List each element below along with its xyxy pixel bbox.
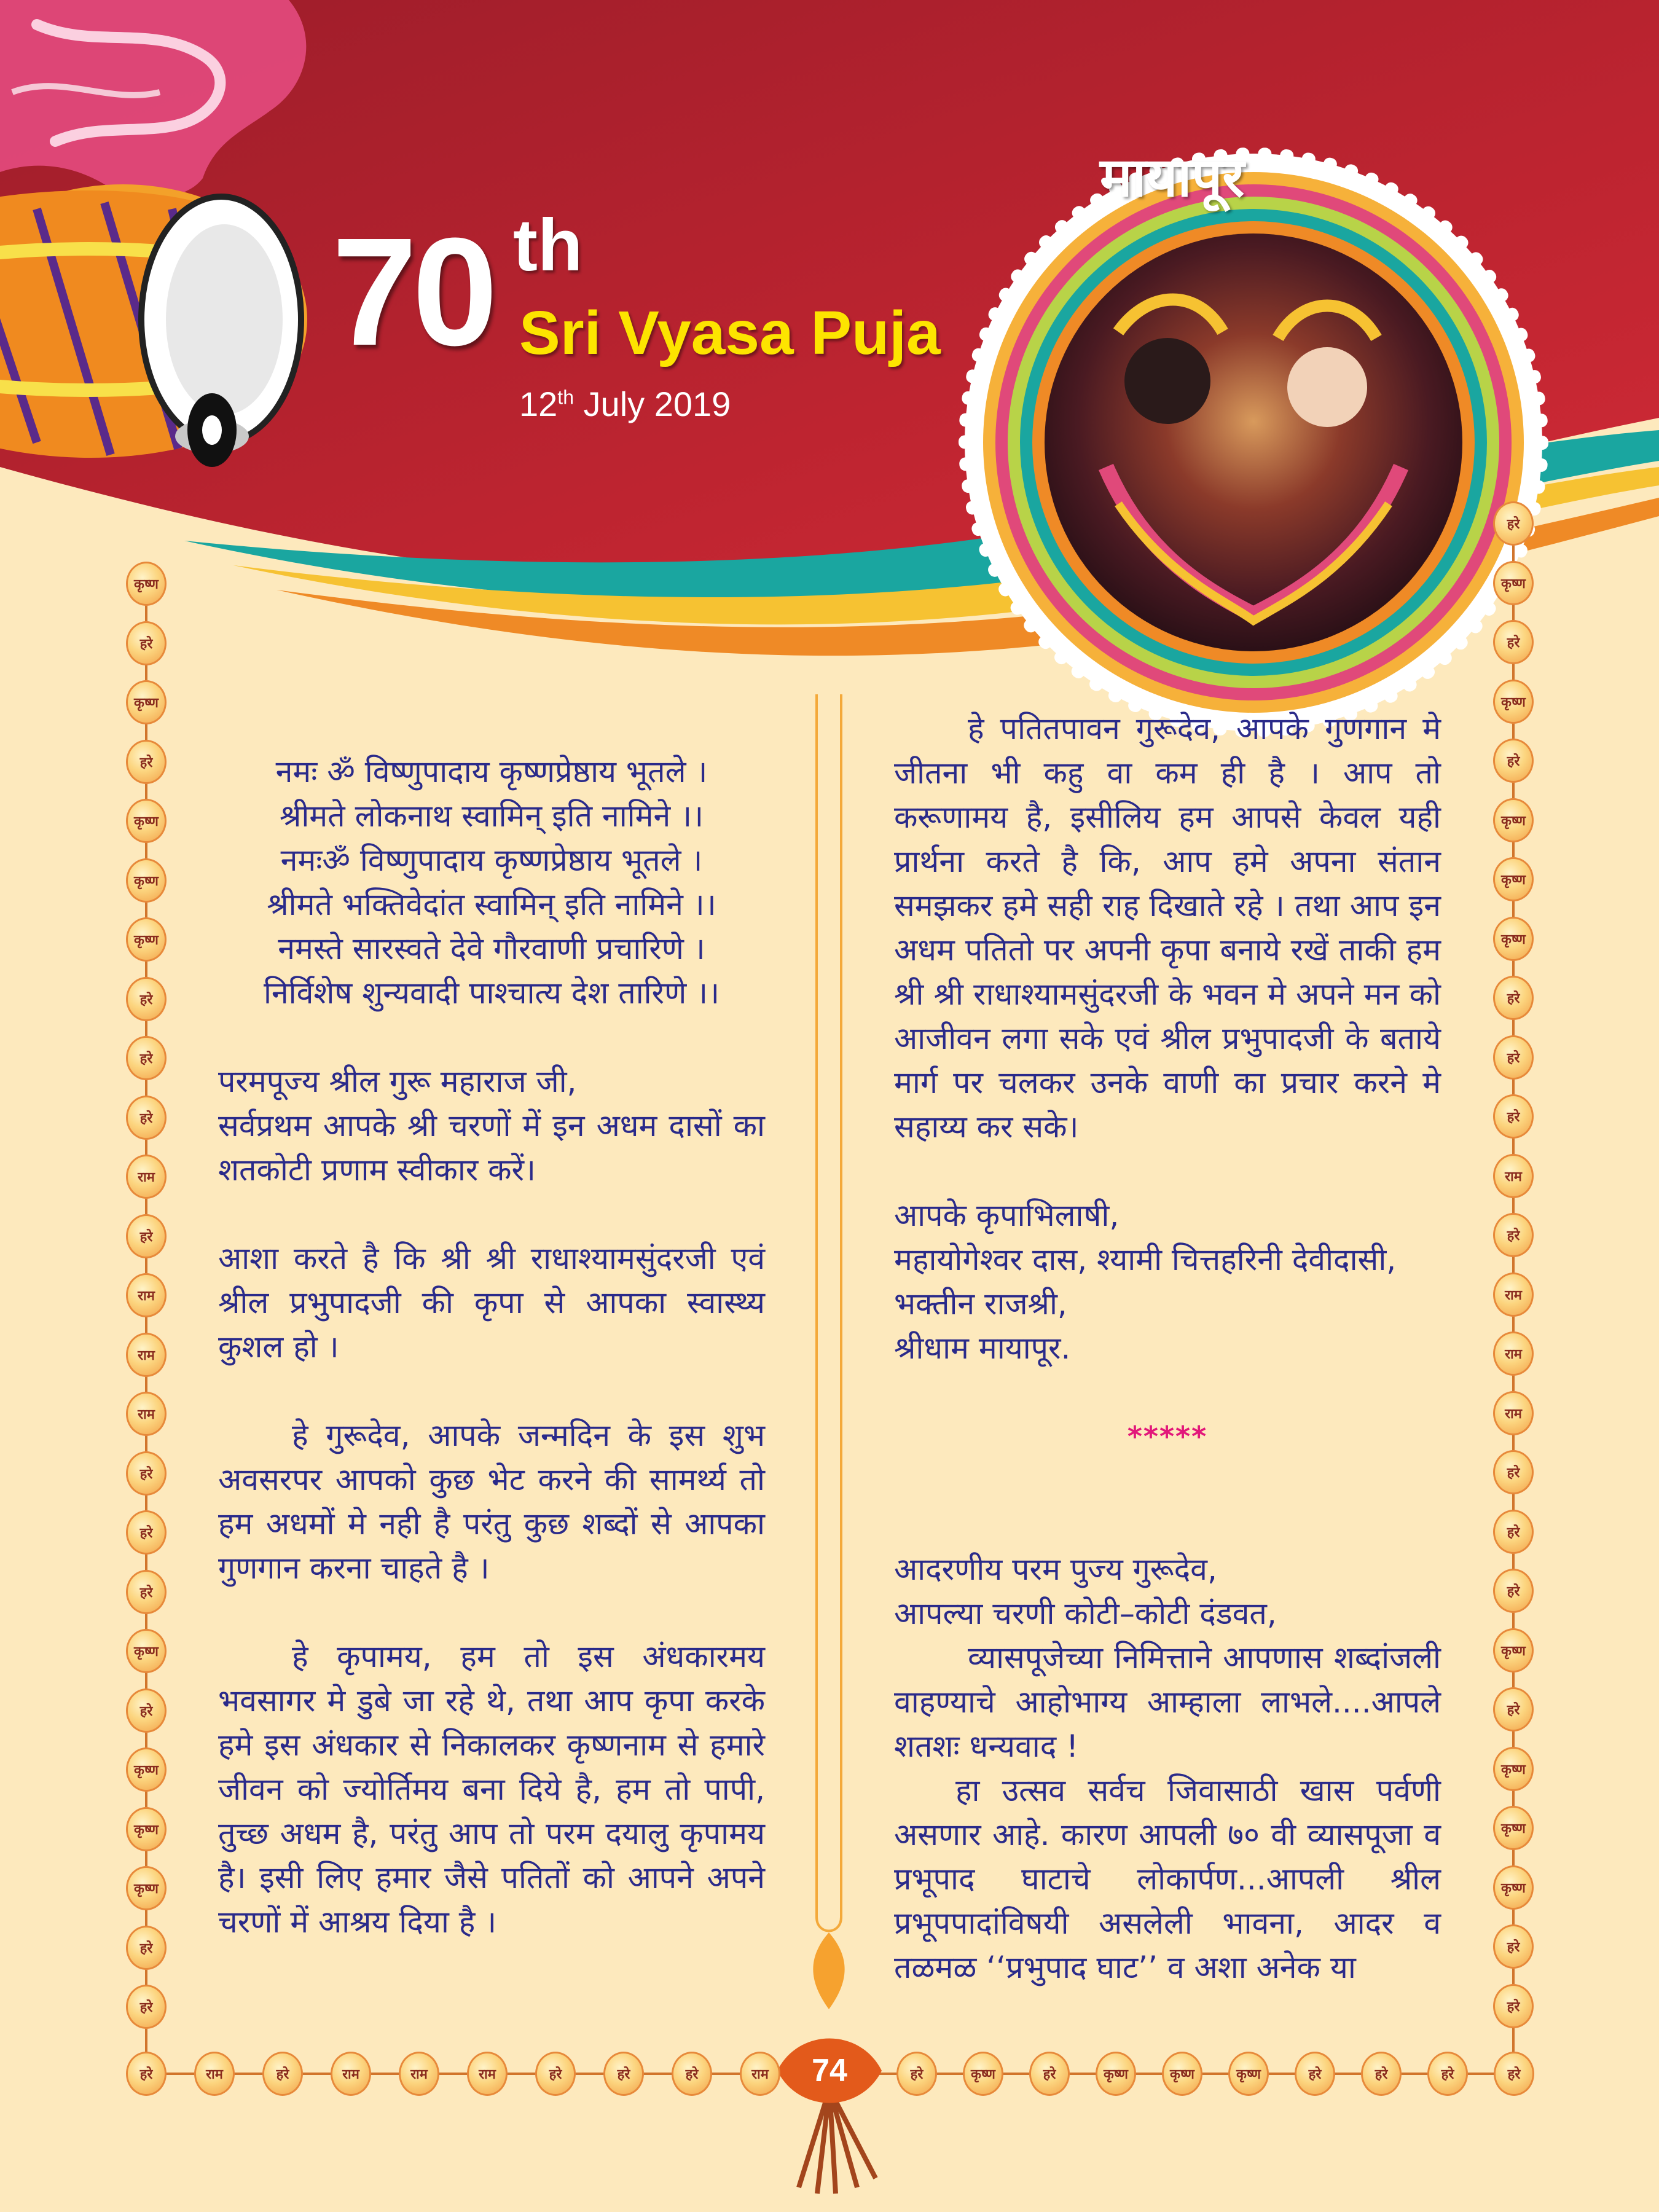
verse-line: नमःॐ विष्णुपादाय कृष्णप्रेष्ठाय भूतले । (280, 842, 703, 878)
paragraph: हे कृपामय, हम तो इस अंधकारमय भवसागर मे डुबे जा रहे थे, तथा आप कृपा करके हमे इस अंधकार से निकालकर कृष्णनाम से हमारे जीवन को ज्योर्तिमय बना दिये है, हम तो पापी, तुच्छ अधम है, परंतु आप तो परम दयालु कृपामय है। इसी लिए हमार जैसे पतितों को आपने अपने चरणों में आश्रय दिया है । (218, 1639, 765, 1940)
border-bead: कृष्ण (126, 917, 167, 962)
paragraph: आशा करते है कि श्री श्री राधाश्यामसुंदरजी एवं श्रील प्रभुपादजी की कृपा से आपका स्वास्थ्य कुशल हो । (218, 1241, 765, 1365)
border-bead: हरे (1493, 1924, 1534, 1969)
border-bead: राम (1493, 1273, 1534, 1317)
border-bead: कृष्ण (1493, 857, 1534, 901)
border-bead: कृष्ण (1493, 1806, 1534, 1850)
border-bead: राम (1493, 1391, 1534, 1435)
verse-line: नमस्ते सारस्वते देवे गौरवाणी प्रचारिणे । (278, 931, 705, 967)
border-bead: राम (126, 1392, 167, 1436)
border-bead: राम (331, 2052, 371, 2096)
border-bead: हरे (126, 2052, 167, 2096)
border-bead: कृष्ण (963, 2052, 1003, 2096)
border-bead: हरे (1493, 1984, 1534, 2028)
separator-stars: ***** (1127, 1420, 1208, 1453)
border-bead: हरे (1427, 2052, 1468, 2096)
verse-line: श्रीमते भक्तिवेदांत स्वामिन् इति नामिने ।। (267, 887, 716, 922)
border-bead: कृष्ण (126, 1866, 167, 1910)
border-bead: हरे (1493, 1035, 1534, 1080)
border-bead: हरे (535, 2052, 576, 2096)
border-bead: कृष्ण (126, 858, 167, 903)
verse-line: श्रीमते लोकनाथ स्वामिन् इति नामिने ।। (279, 798, 704, 834)
border-bead: हरे (603, 2052, 644, 2096)
border-bead: कृष्ण (1493, 798, 1534, 842)
border-bead: हरे (1295, 2052, 1335, 2096)
date-rest: July 2019 (573, 385, 731, 423)
salutation: परमपूज्य श्रील गुरू महाराज जी, (218, 1064, 577, 1099)
greeting: आदरणीय परम पुज्य गुरूदेव, (894, 1551, 1217, 1587)
sanskrit-verse (218, 750, 765, 1015)
greeting: आपल्या चरणी कोटी–कोटी दंडवत, (894, 1596, 1277, 1631)
border-bead: हरे (262, 2052, 303, 2096)
border-bead: हरे (1493, 1450, 1534, 1494)
border-bead: हरे (1494, 2052, 1534, 2096)
place-name: मायापूर (1100, 145, 1245, 209)
border-bead: हरे (896, 2052, 937, 2096)
left-column (218, 750, 765, 1944)
border-bead: हरे (1493, 1094, 1534, 1139)
border-bead: राम (126, 1273, 167, 1317)
signature-line: आपके कृपाभिलाषी, (894, 1198, 1120, 1233)
border-bead: कृष्ण (126, 799, 167, 843)
signature-line: श्रीधाम मायापूर. (894, 1330, 1071, 1366)
border-bead: हरे (126, 1510, 167, 1555)
date-suffix: th (557, 386, 574, 409)
border-bead: राम (126, 1333, 167, 1377)
border-bead: राम (1493, 1154, 1534, 1198)
border-bead: हरे (1493, 1510, 1534, 1554)
border-bead: राम (194, 2052, 235, 2096)
border-bead: हरे (1493, 620, 1534, 664)
border-bead: हरे (1493, 976, 1534, 1020)
mridanga-drum-icon (0, 184, 307, 467)
border-bead: हरे (1493, 1569, 1534, 1613)
event-title: Sri Vyasa Puja (519, 299, 941, 367)
salutation-text: सर्वप्रथम आपके श्री चरणों में इन अधम दासों का शतकोटी प्रणाम स्वीकार करें। (218, 1108, 765, 1188)
border-bead: हरे (126, 1570, 167, 1614)
border-bead: राम (467, 2052, 508, 2096)
sequence-number: 70 (332, 206, 493, 377)
border-bead: हरे (1361, 2052, 1402, 2096)
border-bead: हरे (1493, 1213, 1534, 1257)
border-bead: कृष्ण (126, 1807, 167, 1851)
border-bead: हरे (126, 621, 167, 665)
paragraph: हे गुरूदेव, आपके जन्मदिन के इस शुभ अवसरपर आपको कुछ भेट करने की सामर्थ्य तो हम अधमों मे नही है परंतु कुछ शब्दों से आपका गुणगान करना चाहते है । (218, 1418, 765, 1586)
page-number-text: 74 (812, 2053, 847, 2088)
paragraph: हे पतितपावन गुरूदेव, आपके गुणगान मे जीतना भी कहु वा कम ही है । आप तो करूणामय है, इसीलिय हम आपसे केवल यही प्रार्थना करते है कि, आप हमे अपना संतान समझकर हमे सही राह दिखाते रहे । तथा आप इन अधम पतितो पर अपनी कृपा बनाये रखें ताकी हम श्री श्री राधाश्यामसुंदरजी के भवन मे अपने मन को आजीवन लगा सके एवं श्रील प्रभुपादजी के बताये मार्ग पर चलकर उनके वाणी का प्रचार करने मे सहाय्य कर सके। (894, 711, 1441, 1145)
date-day: 12 (519, 385, 558, 423)
border-bead: कृष्ण (126, 1629, 167, 1673)
border-bead: हरे (126, 1214, 167, 1258)
right-column (894, 707, 1441, 1990)
border-bead: राम (399, 2052, 439, 2096)
border-bead: कृष्ण (126, 1747, 167, 1792)
border-bead: राम (740, 2052, 780, 2096)
page-number (777, 2034, 882, 2108)
border-bead: कृष्ण (1096, 2052, 1136, 2096)
border-bead: कृष्ण (1493, 1747, 1534, 1791)
border-bead: हरे (126, 1096, 167, 1140)
signature-line: भक्तीन राजश्री, (894, 1286, 1067, 1322)
border-bead: कृष्ण (1493, 561, 1534, 605)
signature-line: महायोगेश्वर दास, श्यामी चित्तहरिनी देवीदासी, (894, 1242, 1397, 1277)
border-bead: हरे (1029, 2052, 1070, 2096)
border-bead: हरे (672, 2052, 712, 2096)
border-bead: राम (1493, 1332, 1534, 1376)
thread-line (813, 694, 844, 2009)
border-bead: हरे (126, 1451, 167, 1496)
border-bead: कृष्ण (126, 562, 167, 606)
border-bead: कृष्ण (1493, 680, 1534, 724)
border-bead: कृष्ण (1493, 917, 1534, 961)
border-bead: हरे (126, 1036, 167, 1080)
border-bead: राम (126, 1155, 167, 1199)
border-bead: कृष्ण (1493, 1865, 1534, 1910)
border-bead: हरे (126, 977, 167, 1021)
event-date (519, 384, 731, 424)
paragraph: व्यासपूजेच्या निमित्ताने आपणास शब्दांजली वाहण्याचे आहोभाग्य आम्हाला लाभले....आपले शतशः धन्यवाद ! (894, 1640, 1441, 1764)
border-bead: हरे (126, 1688, 167, 1733)
verse-line: निर्विशेष शुन्यवादी पाश्चात्य देश तारिणे ।। (263, 975, 720, 1011)
border-bead: कृष्ण (1493, 1628, 1534, 1673)
border-bead: हरे (126, 1926, 167, 1970)
verse-line: नमः ॐ विष्णुपादाय कृष्णप्रेष्ठाय भूतले । (275, 754, 708, 790)
border-bead: हरे (1493, 739, 1534, 783)
border-bead: हरे (1493, 1687, 1534, 1732)
paragraph: हा उत्सव सर्वच जिवासाठी खास पर्वणी असणार आहे. कारण आपली ७० वी व्यासपूजा व प्रभूपाद घाटाचे लोकार्पण...आपली श्रील प्रभूपपादांविषयी असलेली भावना, आदर व तळमळ ‘‘प्रभुपाद घाट’’ व अशा अनेक या (894, 1773, 1441, 1985)
border-bead: हरे (1493, 501, 1534, 546)
border-bead: कृष्ण (126, 680, 167, 724)
sequence-suffix: th (513, 204, 583, 286)
border-bead: हरे (126, 740, 167, 784)
border-bead: हरे (126, 1985, 167, 2029)
border-bead: कृष्ण (1162, 2052, 1202, 2096)
border-bead: कृष्ण (1228, 2052, 1269, 2096)
